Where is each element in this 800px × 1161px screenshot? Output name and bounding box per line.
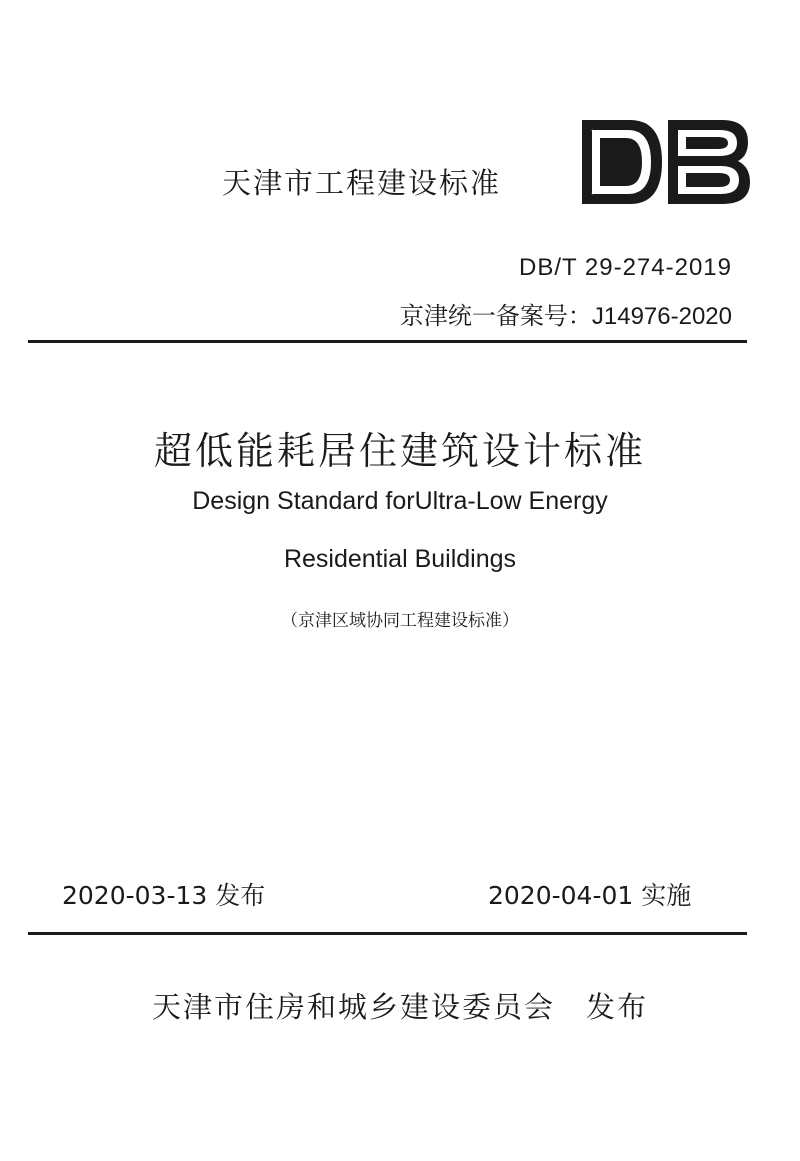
english-title-line2: Residential Buildings [283,545,517,573]
issue-date: 2020-03-13 发布 [62,881,266,910]
subtitle-note: （京津区域协同工程建设标准） [281,611,519,631]
db-logo [580,118,752,206]
english-title-line1: Design Standard forUltra-Low Energy [192,487,608,515]
record-number: 京津统一备案号：J14976-2020 [399,303,732,330]
standard-number: DB/T 29-274-2019 [518,254,732,281]
db-logo-d [582,120,662,204]
header-standard-label: 天津市工程建设标准 [222,166,502,200]
effective-date: 2020-04-01 实施 [488,881,692,910]
bottom-divider [28,932,747,935]
db-logo-b [668,120,750,204]
top-divider [28,340,747,343]
publisher: 天津市住房和城乡建设委员会 发布 [151,990,648,1024]
main-title: 超低能耗居住建筑设计标准 [153,429,646,473]
